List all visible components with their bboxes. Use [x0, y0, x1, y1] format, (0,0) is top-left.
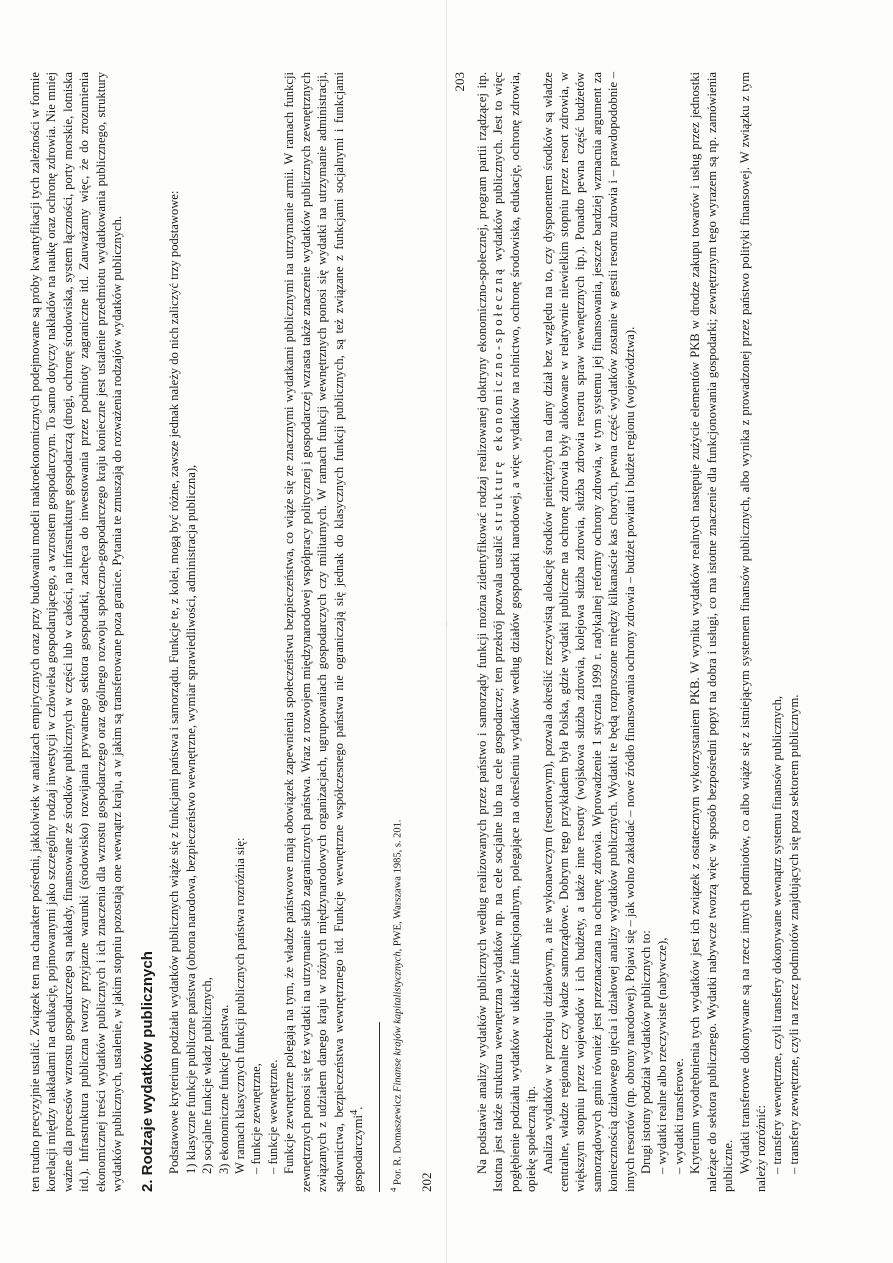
list-item: – transfery zewnętrzne, czyli na rzecz podmiotów znajdujących się poza sektorem publicznym. [786, 694, 801, 1174]
list-item: 3) ekonomiczne funkcje państwa. [216, 1004, 231, 1174]
footnote-divider [379, 1022, 380, 1192]
left-page-content [13, 32, 433, 1232]
page-number: 203 [452, 71, 467, 91]
real-expenditures-list [654, 72, 687, 1192]
paragraph-criterion: Podstawowe kryterium podziału wydatków publicznych wiąże się z funkcjami państwa i samorządu. Funkcje te, z kolei, mogą być różne, zawsze jednak należy do nich zaliczyć trzy podstawowe: [167, 190, 182, 1174]
transfers-list [769, 72, 802, 1192]
paragraph-external: Funkcje zewnętrzne polegają na tym, że władze państwowe mają obowiązek zapewnienia społeczeństwu bezpieczeństwa, co wiąże się ze znacznymi wydatkami publicznymi na utrzymanie armii. W ramach funkcji zewnętrznych ponosi się też wydatki na utrzymanie służb zagranicznych państwa. Wraz z rozwojem międzynarodowej współpracy politycznej i gospodarczej wzrasta także znaczenie wydatków publicznych zewnętrznych związanych z udziałem danego kraju w różnych międzynarodowych organizacjach, ugrupowaniach gospodarczych czy militarnych. W ramach funkcji wewnętrznych ponosi się wydatki na utrzymanie administracji, sądownictwa, bezpieczeństwa wewnętrznego itd. Funkcje wewnętrzne współczesnego państwa nie ograniczają się jednak do klasycznych funkcji publicznych, są też związane z funkcjami socjalnymi i funkcjami gospodarczymi$^4$. [282, 71, 366, 1192]
list-item: 1) klasyczne funkcje publiczne państwa (obrona narodowa, bezpieczeństwo wewnętrzne, wymiar sprawiedliwości, administracja publiczna), [183, 464, 198, 1174]
right-page [447, 0, 893, 1263]
footnote-title: Finanse krajów kapitalistycznych [392, 950, 403, 1092]
paragraph-sectoral-analysis: Analiza wydatków w przekroju działowym, a nie wykonawczym (resortowym), pozwala określić rzeczywistą alokację środków pieniężnych na dany dział bez względu na to, czy dysponentem środków są władze centralne, władze regionalne czy władze samorządowe. Dobrym tego przykładem była Polska, gdzie wydatki publiczne na ochronę zdrowia były alokowane w relatywnie niewielkim stopniu przez resort zdrowia, w większym stopniu przez wojewodów i ich budżety, a także inne resorty (wojskowa służba zdrowia, kolejowa służba zdrowia, służba zdrowia resortu spraw wewnętrznych itp.). Ponadto pewna część budżetów samorządowych gmin również jest przeznaczana na ochronę zdrowia. Wprowadzenie 1 stycznia 1999 r. radykalnej reformy ochrony zdrowia, w tym systemu jej finansowania, jeszcze bardziej wzmacnia argument za koniecznością działowego ujęcia i działowej analizy wydatków publicznych. Wydatki te będą rozproszone między kilkanaście kas chorych, pewna część wydatków zostanie w gestii resortu zdrowia i – prawdopodobnie – innych resortów (np. obrony narodowej). Pojawi się – jak wolno zakładać – nowe źródło finansowania ochrony zdrowia – budżet powiatu i budżet regionu (województwa). [540, 71, 637, 1192]
paragraph-external-text: Funkcje zewnętrzne polegają na tym, że władze państwowe mają obowiązek zapewnienia społeczeństwu bezpieczeństwa, co wiąże się ze znacznymi wydatkami publicznymi na utrzymanie armii. W ramach funkcji zewnętrznych ponosi się też wydatki na utrzymanie służb zagranicznych państwa. Wraz z rozwojem międzynarodowej współpracy politycznej i gospodarczej wzrasta także znaczenie wydatków publicznych zewnętrznych związanych z udziałem danego kraju w różnych międzynarodowych organizacjach, ugrupowaniach gospodarczych czy militarnych. W ramach funkcji wewnętrznych ponosi się wydatki na utrzymanie administracji, sądownictwa, bezpieczeństwa wewnętrznego itd. Funkcje wewnętrzne współczesnego państwa nie ograniczają się jednak do klasycznych funkcji publicznych, są też związane z funkcjami socjalnymi i funkcjami gospodarczymi [282, 71, 366, 1192]
paragraph-functional-analysis [474, 72, 540, 1192]
footnote-reference: 4 [348, 1109, 360, 1115]
paragraph-text: wydatków publicznych. Jest to więc pogłębienie podziału wydatków w układzie funkcjonalnym, polegające na określeniu wydatków według działów gospodarki narodowej, a więc wydatków na rolnictwo, ochronę środowiska, edukację, ochronę zdrowia, opiekę społeczną itp. [491, 71, 539, 1192]
paragraph-criterion-pkb: Kryterium wyodrębnienia tych wydatków jest ich związek z ostatecznym wykorzystaniem PKB. W wyniku wydatków realnych następuje zużycie elementów PKB w drodze zakupu towarów i usług przez jednostki należące do sektora publicznego. Wydatki nabywcze tworzą więc w sposób bezpośredni popyt na dobra i usługi, co ma istotne znaczenie dla funkcjonowania gospodarki; zewnętrznym tego wyrazem są np. zamówienia publiczne. [688, 71, 736, 1192]
footnote-mark: 4 [387, 1187, 398, 1192]
emphasized-term: strukturę ekonomiczno-społeczną [491, 265, 506, 531]
paragraph-second-division: Drugi istotny podział wydatków publicznych to: [639, 929, 654, 1174]
paragraph-text: Na podstawie analizy wydatków publicznych według realizowanych przez państwo i samorządy funkcji można zidentyfikować rodzaj realizowanej doktryny ekonomiczno-społecznej, program partii rządzącej itp. Istotna jest także struktura wewnętrzna wydatków np. na cele socjalne lub na cele gospodarcze; ten przekrój pozwala ustalić [475, 71, 506, 1192]
list-item: 2) socjalne funkcje władz publicznych, [200, 976, 215, 1174]
list-item: – transfery wewnętrzne, czyli transfery dokonywane wewnątrz systemu finansów publicznych, [770, 695, 785, 1174]
section-heading: 2. Rodzaje wydatków publicznych [139, 950, 157, 1192]
paragraph-transfers: Wydatki transferowe dokonywane są na rzecz innych podmiotów, co albo wiąże się z istniejącym systemem finansów publicznych, albo wynika z prowadzonej przez państwo polityki finansowej. W związku z tym należy rozróżnić: [737, 71, 768, 1192]
footnote [386, 72, 406, 1192]
classic-list [248, 72, 281, 1192]
left-page [0, 0, 446, 1263]
list-item: – wydatki transferowe. [671, 1057, 686, 1174]
footnote-author: Por. R. Domaszewicz [392, 1094, 403, 1185]
list-item: – wydatki realne albo rzeczywiste (nabywcze), [655, 937, 670, 1174]
paragraph-intro: ten trudno precyzyjnie ustalić. Związek ten ma charakter pośredni, jakkolwiek w analizach empirycznych oraz przy budowaniu modeli makroekonomicznych podejmowane są próby kwantyfikacji tych zależności w formie korelacji między nakładami na edukację, pojmowanymi jako szczególny rodzaj inwestycji w człowieka gospodarującego, a wzrostem gospodarczym. To samo dotyczy nakładów na naukę oraz ochronę zdrowia. Nie mniej ważne dla procesów wzrostu gospodarczego są nakłady, finansowane ze środków publicznych w części lub w całości, na infrastrukturę gospodarczą (drogi, ochronę środowiska, system łączności, porty morskie, lotniska itd.). Infrastruktura publiczna tworzy przyjazne warunki (środowisko) rozwijania prywatnego sektora gospodarki, zachęca do inwestowania przez podmioty zagraniczne itd. Zauważamy więc, że do zrozumienia ekonomicznej treści wydatków publicznych i ich znaczenia dla wzrostu gospodarczego oraz ogólnego rozwoju społeczno-gospodarczego kraju konieczne jest ustalenie przedmiotu wydatkowania publicznego, struktury wydatków publicznych, ustalenie, w jakim stopniu pozostają one wewnątrz kraju, a w jakim są transferowane poza granice. Pytania te zmuszają do rozważenia rodzajów wydatków publicznych. [28, 71, 125, 1192]
list-item: – funkcje zewnętrzne, [249, 1062, 264, 1174]
footnote-rest: , PWE, Warszawa 1985, s. 201. [392, 818, 403, 951]
paragraph-classic: W ramach klasycznych funkcji publicznych państwa rozróżnia się: [233, 836, 248, 1174]
functions-list [183, 72, 232, 1192]
page-number: 202 [419, 1172, 434, 1192]
list-item: – funkcje wewnętrzne. [265, 1059, 280, 1174]
right-page-content [452, 32, 880, 1232]
